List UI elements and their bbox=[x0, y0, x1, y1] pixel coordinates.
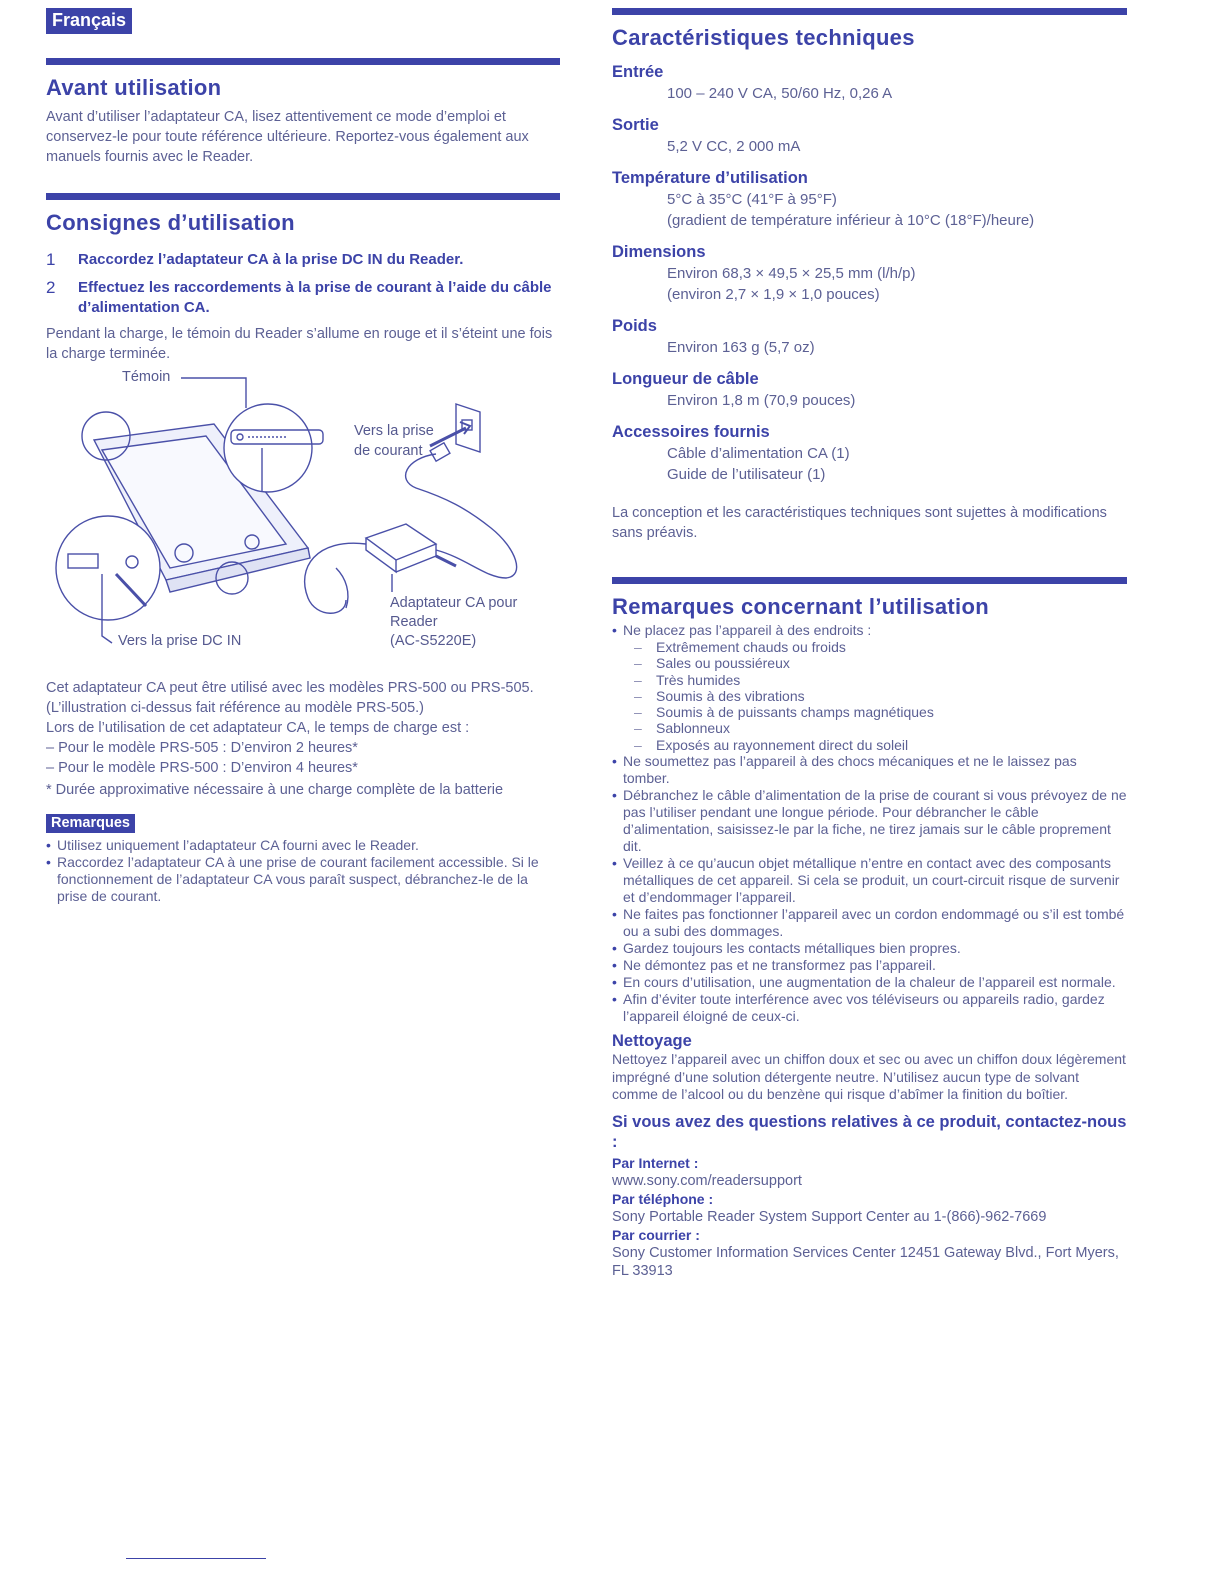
spec-value: (environ 2,7 × 1,9 × 1,0 pouces) bbox=[667, 286, 880, 303]
language-tag: Français bbox=[46, 8, 132, 34]
spec-value: (gradient de température inférieur à 10°C (18°F)/heure) bbox=[667, 212, 1035, 229]
charge-text: Pendant la charge, le témoin du Reader s’allume en rouge et il s’éteint une fois la charge terminée. bbox=[46, 326, 553, 362]
contact-title: Si vous avez des questions relatives à ce produit, contactez-nous : bbox=[612, 1112, 1127, 1151]
before-use-title: Avant utilisation bbox=[46, 75, 222, 100]
list-item: • Ne démontez pas et ne transformez pas l’appareil. bbox=[612, 957, 1127, 974]
places-list bbox=[612, 639, 1127, 753]
list-item: • Ne placez pas l’appareil à des endroits : bbox=[612, 622, 1127, 639]
section-rule bbox=[612, 8, 1127, 15]
mail-value: Sony Customer Information Services Center 12451 Gateway Blvd., Fort Myers, FL 33913 bbox=[612, 1244, 1119, 1279]
step-text: Raccordez l’adaptateur CA à la prise DC IN du Reader. bbox=[78, 251, 464, 268]
charge-time-prs500: – Pour le modèle PRS-500 : D’environ 4 heures* bbox=[46, 760, 358, 776]
footnote: * Durée approximative nécessaire à une charge complète de la batterie bbox=[46, 782, 504, 798]
section-rule bbox=[612, 577, 1127, 584]
dcin-label: Vers la prise DC IN bbox=[118, 633, 242, 649]
spec-heading: Dimensions bbox=[612, 243, 706, 261]
list-item: • Raccordez l’adaptateur CA à une prise de courant facilement accessible. Si le fonctionnement de l’adaptateur CA vous paraît suspect, débranchez-le de la prise de courant. bbox=[46, 854, 560, 905]
section-rule bbox=[46, 193, 560, 200]
footer-rule bbox=[126, 1558, 266, 1559]
spec-heading: Longueur de câble bbox=[612, 370, 759, 388]
usage-notes-title: Remarques concernant l’utilisation bbox=[612, 594, 989, 619]
spec-value: Environ 68,3 × 49,5 × 25,5 mm (l/h/p) bbox=[667, 265, 916, 282]
adapter-label-line2: Reader bbox=[390, 614, 438, 630]
list-item: – Sablonneux bbox=[634, 720, 1127, 736]
spec-heading: Sortie bbox=[612, 116, 659, 134]
list-item: • Ne faites pas fonctionner l’appareil avec un cordon endommagé ou s’il est tombé ou a subi des dommages. bbox=[612, 906, 1127, 940]
list-item: – Exposés au rayonnement direct du soleil bbox=[634, 737, 1127, 753]
list-item: • Utilisez uniquement l’adaptateur CA fourni avec le Reader. bbox=[46, 837, 560, 854]
cleaning-text: Nettoyez l’appareil avec un chiffon doux et sec ou avec un chiffon doux légèrement imprégné d’une solution détergente neutre. N’utilisez aucun type de solvant comme de l’alcool ou du benzène qui risque d’abîmer la finition du boîtier. bbox=[612, 1051, 1126, 1103]
adapter-label-line3: (AC-S5220E) bbox=[390, 633, 477, 649]
connection-illustration bbox=[46, 368, 560, 668]
list-item: • Afin d’éviter toute interférence avec vos téléviseurs ou appareils radio, gardez l’appareil éloigné de ceux-ci. bbox=[612, 991, 1127, 1025]
list-item: – Soumis à de puissants champs magnétiques bbox=[634, 704, 1127, 720]
spec-value: Environ 163 g (5,7 oz) bbox=[667, 339, 815, 356]
spec-input bbox=[612, 61, 1127, 104]
spec-value: Câble d’alimentation CA (1) bbox=[667, 445, 850, 462]
list-item: • Gardez toujours les contacts métalliques bien propres. bbox=[612, 940, 1127, 957]
spec-heading: Entrée bbox=[612, 63, 664, 81]
step-text: Effectuez les raccordements à la prise de courant à l’aide du câble d’alimentation CA. bbox=[78, 279, 552, 316]
remarks-list bbox=[46, 837, 560, 905]
indicator-label: Témoin bbox=[122, 369, 171, 385]
compatibility-note: (L’illustration ci-dessus fait référence au modèle PRS-505.) bbox=[46, 700, 424, 716]
list-item: – Sales ou poussiéreux bbox=[634, 655, 1127, 671]
list-item: – Très humides bbox=[634, 672, 1127, 688]
phone-label: Par téléphone : bbox=[612, 1190, 714, 1207]
list-item: • Débranchez le câble d’alimentation de la prise de courant si vous prévoyez de ne pas l’utiliser pendant une longue période. Pour débrancher le câble d’alimentation, saisissez-le par la fiche, ne tirez jamais sur le câble proprement dit. bbox=[612, 787, 1127, 855]
phone-value: Sony Portable Reader System Support Center au 1-(866)-962-7669 bbox=[612, 1208, 1047, 1225]
adapter-label-line1: Adaptateur CA pour bbox=[390, 595, 518, 611]
spec-heading: Accessoires fournis bbox=[612, 423, 770, 441]
spec-output bbox=[612, 114, 1127, 157]
mail-label: Par courrier : bbox=[612, 1226, 700, 1243]
step-1 bbox=[46, 250, 560, 270]
outlet-label-line1: Vers la prise bbox=[354, 423, 434, 439]
spec-heading: Poids bbox=[612, 317, 657, 335]
compatibility-text: Cet adaptateur CA peut être utilisé avec les modèles PRS-500 ou PRS-505. bbox=[46, 680, 534, 696]
specs-note: La conception et les caractéristiques techniques sont sujettes à modifications sans préavis. bbox=[612, 505, 1107, 541]
step-number: 2 bbox=[46, 278, 56, 297]
usage-notes-list-cont bbox=[612, 753, 1127, 1025]
list-item: • Veillez à ce qu’aucun objet métallique n’entre en contact avec des composants métalliques de cet appareil. Si cela se produit, un court-circuit risque de survenir et d’endommager l’appareil. bbox=[612, 855, 1127, 906]
spec-value: 100 – 240 V CA, 50/60 Hz, 0,26 A bbox=[667, 85, 893, 102]
list-item: • Ne soumettez pas l’appareil à des chocs mécaniques et ne le laissez pas tomber. bbox=[612, 753, 1127, 787]
spec-value: Guide de l’utilisateur (1) bbox=[667, 466, 826, 483]
spec-value: Environ 1,8 m (70,9 pouces) bbox=[667, 392, 856, 409]
charge-time-intro: Lors de l’utilisation de cet adaptateur CA, le temps de charge est : bbox=[46, 720, 470, 736]
outlet-label-line2: de courant bbox=[354, 443, 423, 459]
section-rule bbox=[46, 58, 560, 65]
spec-weight bbox=[612, 315, 1127, 358]
spec-value: 5,2 V CC, 2 000 mA bbox=[667, 138, 801, 155]
charge-time-prs505: – Pour le modèle PRS-505 : D’environ 2 heures* bbox=[46, 740, 358, 756]
reader-adapter-drawing bbox=[46, 368, 560, 668]
internet-label: Par Internet : bbox=[612, 1154, 699, 1171]
left-column bbox=[46, 8, 560, 905]
instructions-title: Consignes d’utilisation bbox=[46, 210, 295, 235]
spec-value: 5°C à 35°C (41°F à 95°F) bbox=[667, 191, 837, 208]
list-item: – Extrêmement chauds ou froids bbox=[634, 639, 1127, 655]
spec-dimensions bbox=[612, 241, 1127, 305]
specs-title: Caractéristiques techniques bbox=[612, 25, 915, 50]
spec-cable-length bbox=[612, 368, 1127, 411]
step-2 bbox=[46, 278, 560, 318]
list-item: • En cours d’utilisation, une augmentation de la chaleur de l’appareil est normale. bbox=[612, 974, 1127, 991]
cleaning-title: Nettoyage bbox=[612, 1032, 692, 1051]
step-number: 1 bbox=[46, 250, 56, 269]
spec-accessories bbox=[612, 421, 1127, 485]
usage-notes-list bbox=[612, 622, 1127, 639]
spec-temperature bbox=[612, 167, 1127, 231]
before-use-text: Avant d’utiliser l’adaptateur CA, lisez attentivement ce mode d’emploi et conservez-le pour toute référence ultérieure. Reportez-vous également aux manuels fournis avec le Reader. bbox=[46, 109, 529, 165]
internet-link[interactable]: www.sony.com/readersupport bbox=[612, 1172, 802, 1189]
list-item: – Soumis à des vibrations bbox=[634, 688, 1127, 704]
remarks-tag: Remarques bbox=[46, 814, 135, 833]
spec-heading: Température d’utilisation bbox=[612, 169, 808, 187]
right-column bbox=[612, 8, 1127, 1280]
